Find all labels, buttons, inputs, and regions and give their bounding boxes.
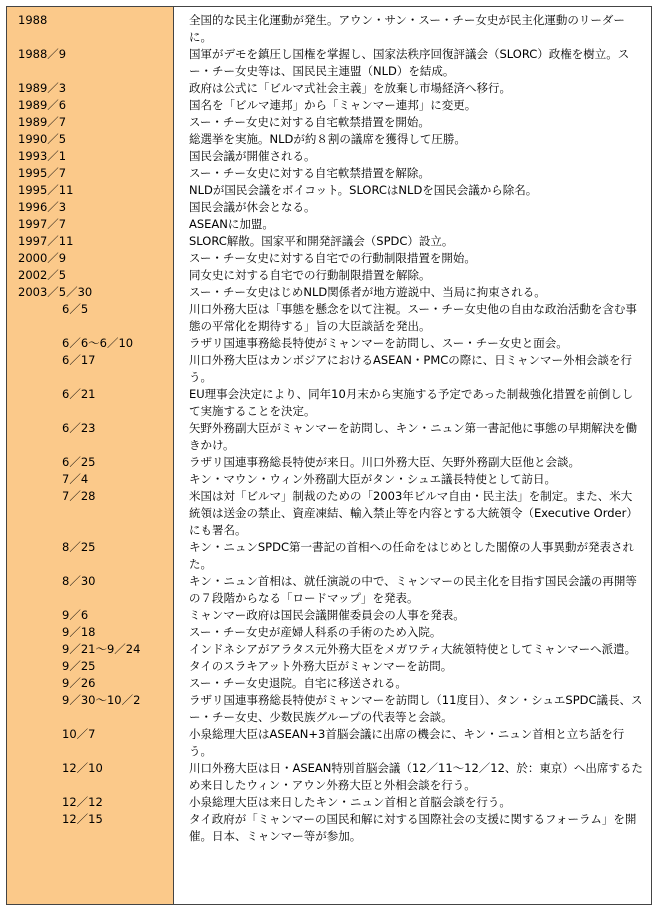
row-event: 川口外務大臣は「事態を懸念を以て注視。スー・チー女史他の自由な政治活動を含む事態の平常化を期待する」旨の大臣談話を発出。	[189, 302, 637, 333]
row-event: 国民会議が休会となる。	[189, 200, 316, 214]
table-row	[6, 301, 652, 335]
table-row	[6, 131, 652, 148]
table-row	[6, 165, 652, 182]
row-event: スー・チー女史が産婦人科系の手術のため入院。	[189, 625, 442, 639]
row-event: 川口外務大臣は日・ASEAN特別首脳会議（12／11～12／12、於：東京）へ出席するため来日したウィン・アウン外務大臣と外相会談を行う。	[189, 761, 643, 792]
row-event: 小泉総理大臣はASEAN+3首脳会議に出席の機会に、キン・ニュン首相と立ち話を行う。	[189, 727, 625, 758]
row-date: 9／6	[62, 608, 89, 622]
row-event: ラザリ国連事務総長特使がミャンマーを訪問し（11度目）、タン・シュエSPDC議長、スー・チー女史、少数民族グループの代表等と会談。	[189, 693, 643, 724]
table-row	[6, 573, 652, 607]
row-date: 9／18	[62, 625, 96, 639]
row-date: 8／30	[62, 574, 96, 588]
table-row	[6, 488, 652, 539]
row-event: 国民会議が開催される。	[189, 149, 316, 163]
row-event: 国名を「ビルマ連邦」から「ミャンマー連邦」に変更。	[189, 98, 477, 112]
row-event: 総選挙を実施。NLDが約８割の議席を獲得して圧勝。	[189, 132, 466, 146]
row-date: 1990／5	[18, 132, 67, 146]
row-event: キン・ニュンSPDC第一書記の首相への任命をはじめとした閣僚の人事異動が発表された。	[189, 540, 635, 571]
table-row	[6, 80, 652, 97]
row-event: スー・チー女史に対する自宅軟禁措置を開始。	[189, 115, 430, 129]
row-date: 1997／11	[18, 234, 74, 248]
table-row	[6, 794, 652, 811]
row-date: 12／10	[62, 761, 103, 775]
row-event: 国軍がデモを鎮圧し国権を掌握し、国家法秩序回復評議会（SLORC）政権を樹立。スー・チー女史等は、国民民主連盟（NLD）を結成。	[189, 47, 630, 78]
row-event: インドネシアがアラタス元外務大臣をメガワティ大統領特使としてミャンマーへ派遣。	[189, 642, 637, 656]
row-event: NLDが国民会議をボイコット。SLORCはNLDを国民会議から除名。	[189, 183, 538, 197]
row-date: 1989／7	[18, 115, 67, 129]
table-row	[6, 641, 652, 658]
table-row	[6, 760, 652, 794]
row-date: 1988	[18, 13, 48, 27]
row-event: タイのスラキアット外務大臣がミャンマーを訪問。	[189, 659, 453, 673]
row-date: 9／30～10／2	[62, 693, 141, 707]
row-event: EU理事会決定により、同年10月末から実施する予定であった制裁強化措置を前倒しして実施することを決定。	[189, 387, 634, 418]
table-row	[6, 216, 652, 233]
row-event: ミャンマー政府は国民会議開催委員会の人事を発表。	[189, 608, 465, 622]
row-event: 全国的な民主化運動が発生。アウン・サン・スー・チー女史が民主化運動のリーダーに。	[189, 13, 625, 44]
row-date: 6／25	[62, 455, 96, 469]
table-row	[6, 692, 652, 726]
table-row	[6, 811, 652, 845]
table-row	[6, 46, 652, 80]
row-date: 1989／6	[18, 98, 67, 112]
table-row	[6, 624, 652, 641]
table-row	[6, 148, 652, 165]
table-row	[6, 199, 652, 216]
row-date: 8／25	[62, 540, 96, 554]
row-event: スー・チー女史に対する自宅での行動制限措置を開始。	[189, 251, 476, 265]
row-event: スー・チー女史退院。自宅に移送される。	[189, 676, 407, 690]
row-date: 1989／3	[18, 81, 67, 95]
row-date: 7／4	[62, 472, 89, 486]
table-row	[6, 607, 652, 624]
row-date: 2003／5／30	[18, 285, 93, 299]
row-date: 1996／3	[18, 200, 67, 214]
table-row	[6, 12, 652, 46]
row-date: 6／5	[62, 302, 89, 316]
row-date: 2000／9	[18, 251, 67, 265]
row-date: 12／12	[62, 795, 103, 809]
row-event: タイ政府が「ミャンマーの国民和解に対する国際社会の支援に関するフォーラム」を開催。日本、ミャンマー等が参加。	[189, 812, 637, 843]
table-row	[6, 284, 652, 301]
row-event: SLORC解散。国家平和開発評議会（SPDC）設立。	[189, 234, 454, 248]
table-row	[6, 726, 652, 760]
row-date: 7／28	[62, 489, 96, 503]
row-date: 12／15	[62, 812, 103, 826]
table-row	[6, 267, 652, 284]
row-event: ラザリ国連事務総長特使が来日。川口外務大臣、矢野外務副大臣他と会談。	[189, 455, 580, 469]
row-date: 10／7	[62, 727, 96, 741]
table-row	[6, 420, 652, 454]
table-row	[6, 454, 652, 471]
table-row	[6, 675, 652, 692]
row-date: 1997／7	[18, 217, 67, 231]
row-event: 矢野外務副大臣がミャンマーを訪問し、キン・ニュン第一書記他に事態の早期解決を働きかけ。	[189, 421, 638, 452]
row-event: スー・チー女史はじめNLD関係者が地方遊説中、当局に拘束される。	[189, 285, 546, 299]
row-date: 1993／1	[18, 149, 67, 163]
row-event: 川口外務大臣はカンボジアにおけるASEAN・PMCの際に、日ミャンマー外相会談を行う。	[189, 353, 633, 384]
table-row	[6, 233, 652, 250]
row-event: スー・チー女史に対する自宅軟禁措置を解除。	[189, 166, 430, 180]
row-date: 1995／7	[18, 166, 67, 180]
row-date: 6／6～6／10	[62, 336, 134, 350]
row-date: 6／17	[62, 353, 96, 367]
row-event: キン・ニュン首相は、就任演説の中で、ミャンマーの民主化を目指す国民会議の再開等の７段階からなる「ロードマップ」を発表。	[189, 574, 637, 605]
row-event: キン・マウン・ウィン外務副大臣がタン・シュエ議長特使として訪日。	[189, 472, 556, 486]
table-row	[6, 250, 652, 267]
table-row	[6, 386, 652, 420]
row-event: 米国は対「ビルマ」制裁のための「2003年ビルマ自由・民主法」を制定。また、米大統領は送金の禁止、資産凍結、輸入禁止等を内容とする大統領令（Executive Order）にも署名。	[189, 489, 638, 537]
row-date: 6／23	[62, 421, 96, 435]
row-date: 2002／5	[18, 268, 67, 282]
table-row	[6, 352, 652, 386]
table-row	[6, 658, 652, 675]
table-row	[6, 182, 652, 199]
row-date: 6／21	[62, 387, 96, 401]
row-event: ASEANに加盟。	[189, 217, 274, 231]
table-row	[6, 114, 652, 131]
table-row	[6, 471, 652, 488]
table-row	[6, 97, 652, 114]
row-event: ラザリ国連事務総長特使がミャンマーを訪問し、スー・チー女史と面会。	[189, 336, 568, 350]
row-date: 9／26	[62, 676, 96, 690]
row-event: 同女史に対する自宅での行動制限措置を解除。	[189, 268, 431, 282]
chronology-rows	[6, 12, 652, 845]
table-row	[6, 539, 652, 573]
row-date: 1988／9	[18, 47, 67, 61]
row-event: 小泉総理大臣は来日したキン・ニュン首相と首脳会談を行う。	[189, 795, 511, 809]
row-date: 1995／11	[18, 183, 74, 197]
row-date: 9／21～9／24	[62, 642, 141, 656]
row-event: 政府は公式に「ビルマ式社会主義」を放棄し市場経済へ移行。	[189, 81, 511, 95]
table-row	[6, 335, 652, 352]
row-date: 9／25	[62, 659, 96, 673]
